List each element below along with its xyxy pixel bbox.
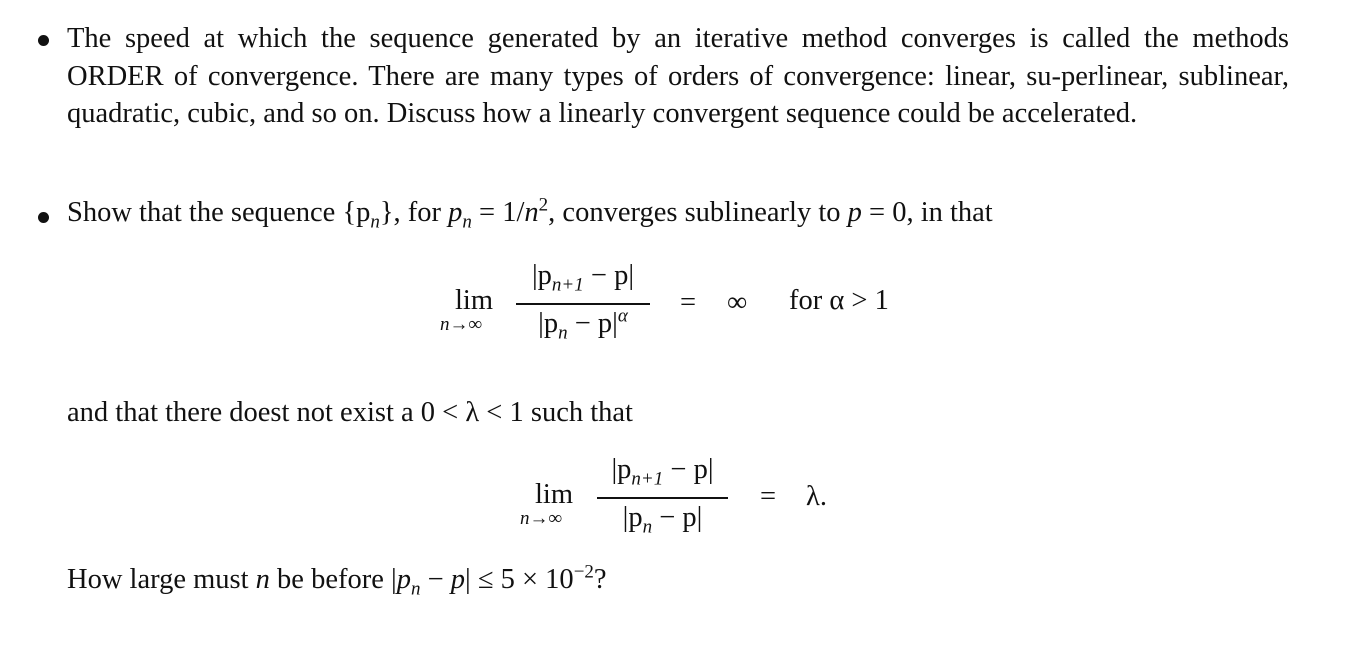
item-2-statement: Show that the sequence $\{p_n\}$, for $p_n = 1/n^2$, converges sublinearly to p = 0, in that (67, 194, 993, 233)
eq2-denominator: $|p_n - p|$ (622, 502, 703, 538)
item-1-text: The speed at which the sequence generated by an iterative method converges is called the methods ORDER of convergence. There are many types of orders of convergence: linear, su-perlinear, sublinear, quadratic, cubic, and so on. Discuss how a linearly convergent sequence could be accelerated. (67, 23, 1289, 129)
eq1-numerator: $|p_{n+1} - p|$ (531, 260, 635, 296)
bullet-1 (38, 35, 49, 46)
eq1-denominator: $|p_n - p|^\alpha$ (538, 305, 628, 344)
eq2-fraction-bar (597, 497, 728, 499)
eq1-fraction (516, 258, 650, 342)
eq1-lim-sub: n→∞ (440, 314, 483, 335)
item-2-continuation: and that there doest not exist a 0 < λ < 1 such that (67, 397, 633, 428)
eq2-lim: lim (535, 479, 574, 510)
bullet-2 (38, 212, 49, 223)
eq1-fraction-bar (516, 303, 650, 305)
eq1-rhs: ∞ (727, 287, 748, 318)
eq2-fraction (597, 452, 728, 536)
eq2-numerator: $|p_{n+1} - p|$ (611, 454, 714, 490)
eq2-rhs: λ. (806, 481, 827, 512)
eq1-equals: = (680, 287, 697, 318)
eq1-lim: lim (455, 285, 494, 316)
eq1-condition: for α > 1 (789, 285, 889, 316)
item-2-question: How large must n be before $|p_n - p| \le 5 \times 10^{-2}$? (67, 561, 607, 600)
eq2-equals: = (760, 481, 777, 512)
eq2-lim-sub: n→∞ (520, 508, 563, 529)
paragraph-item-1 (67, 20, 1289, 133)
